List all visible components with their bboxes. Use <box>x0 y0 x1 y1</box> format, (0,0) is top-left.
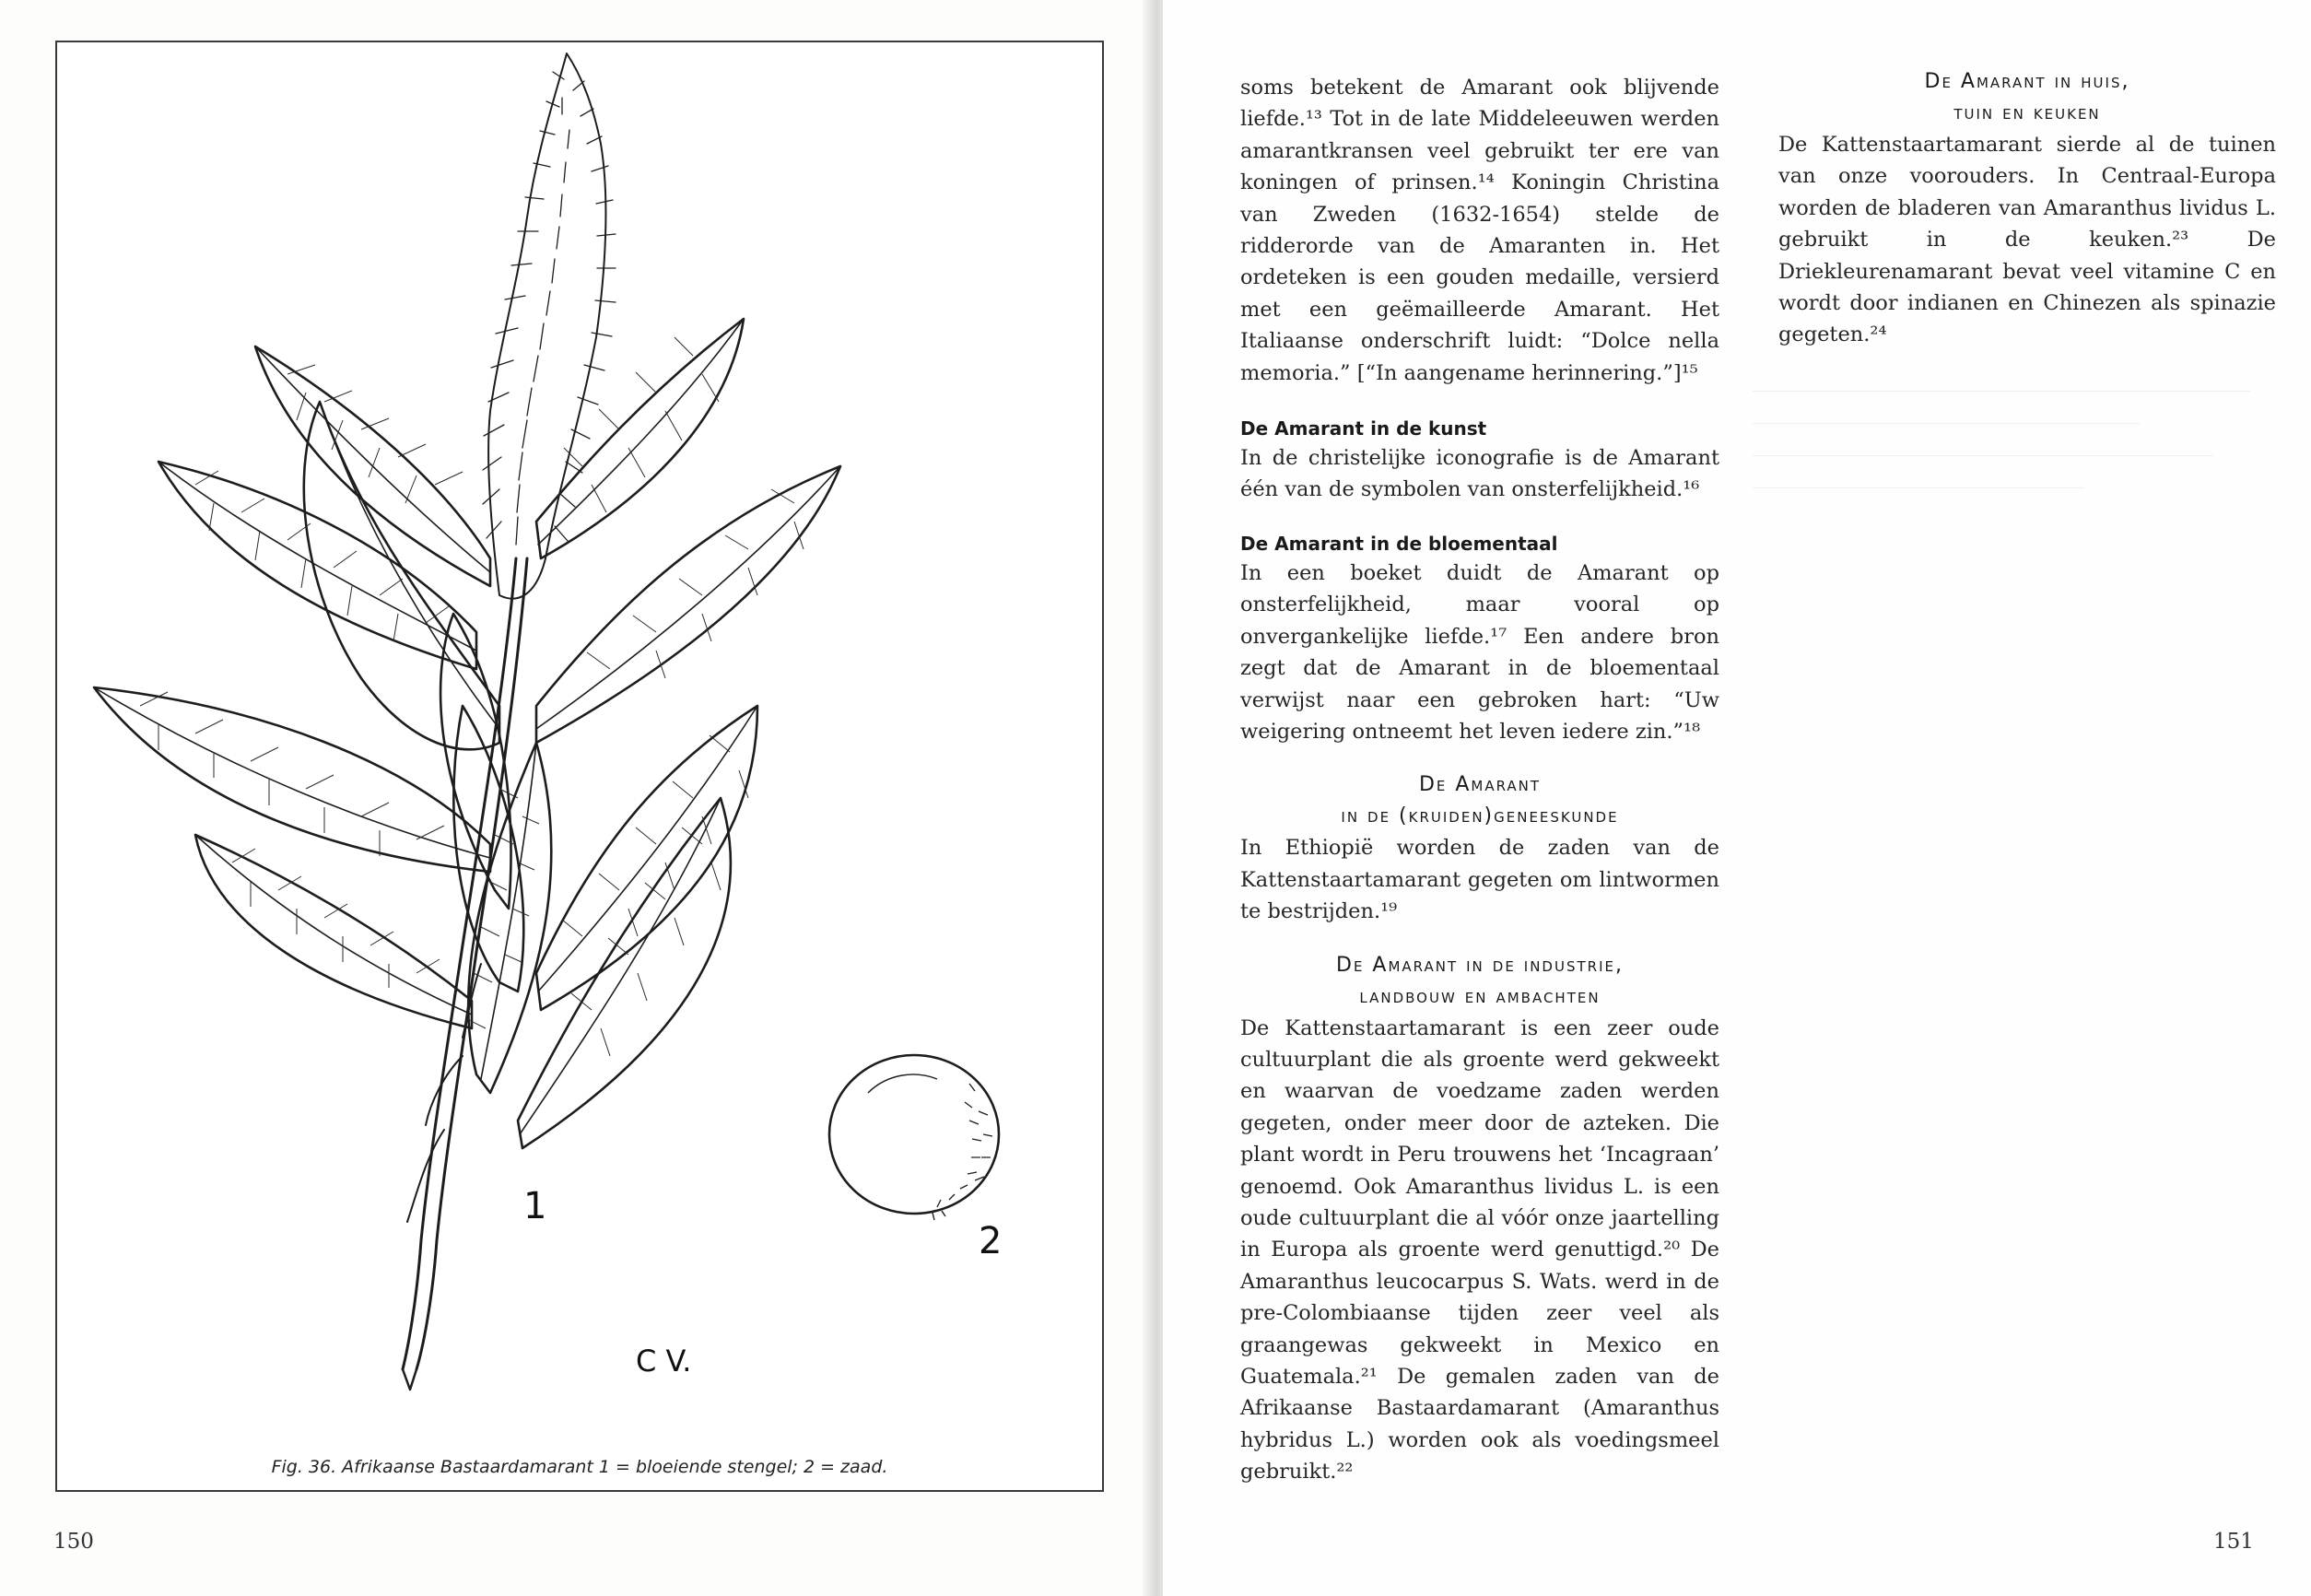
leaf <box>518 798 731 1148</box>
page-number-right: 151 <box>2213 1530 2254 1554</box>
paragraph-intro: soms betekent de Amarant ook blijvende liefde.¹³ Tot in de late Middeleeuwen werden amarantkransen veel gebruikt ter ere van koningen of prinsen.¹⁴ Koningin Christina van Zweden (1632-1654) stelde de ridderorde van de Amaranten in. Het ordeteken is een gouden medaille, versierd met een geëmailleerde Amarant. Het Italiaanse onderschrift luidt: “Dolce nella memoria.” [“In aangename herinnering.”]¹⁵ <box>1240 76 1719 385</box>
leaf <box>536 706 757 1010</box>
show-through-text <box>1753 359 2250 488</box>
seed <box>829 1055 999 1214</box>
figure-label-1: 1 <box>523 1185 547 1227</box>
right-page <box>1163 0 2311 1596</box>
heading-industrie <box>1240 950 1719 1013</box>
heading-industrie-line-1: De Amarant in de industrie, <box>1336 953 1624 977</box>
paragraph-bloementaal: In een boeket duidt de Amarant op onsterfelijkheid, maar vooral op onvergankelijke liefde.¹⁷ Een andere bron zegt dat de Amarant in de bloementaal verwijst naar een gebroken hart: “Uw weigering ontneemt het leven iedere zin.”¹⁸ <box>1240 560 1719 744</box>
text-column-left <box>1240 72 1719 1488</box>
paragraph-huis-tuin-keuken: De Kattenstaartamarant sierde al de tuinen van onze voorouders. In Centraal-Europa worden de bladeren van Amaranthus lividus L. gebruikt in de keuken.²³ De Driekleurenamarant bevat veel vitamine C en wordt door indianen en Chinezen als spinazie gegeten.²⁴ <box>1778 133 2276 347</box>
heading-huis-line-1: De Amarant in huis, <box>1924 70 2130 93</box>
text-column-right <box>1778 66 2276 351</box>
main-stem <box>403 558 516 1369</box>
paragraph-industrie: De Kattenstaartamarant is een zeer oude cultuurplant die als groente werd gekweekt en waarvan de voedzame zaden werden gegeten, onder meer door de azteken. Die plant wordt in Peru trouwens het ‘Incagraan’ genoemd. Ook Amaranthus lividus L. is een oude cultuurplant die al vóór onze jaartelling in Europa als groente werd genuttigd.²⁰ De Amaranthus leucocarpus S. Wats. werd in de pre-Colombiaanse tijden zeer veel als graangewas gekweekt in Mexico en Guatemala.²¹ De gemalen zaden van de Afrikaanse Bastaardamarant (Amaranthus hybridus L.) worden ook als voedingsmeel gebruikt.²² <box>1240 1015 1719 1485</box>
heading-industrie-line-2: landbouw en ambachten <box>1359 984 1601 1008</box>
figure-frame <box>55 41 1104 1492</box>
heading-geneeskunde-line-1: De Amarant <box>1418 773 1542 797</box>
figure-label-2: 2 <box>979 1220 1003 1262</box>
heading-bloementaal: De Amarant in de bloementaal <box>1240 532 1558 555</box>
leaf <box>536 466 840 743</box>
heading-huis-tuin-keuken <box>1778 66 2276 129</box>
heading-huis-line-2: tuin en keuken <box>1953 101 2101 124</box>
leaf <box>94 687 490 872</box>
illustrator-signature: C V. <box>636 1344 692 1379</box>
amaranth-illustration <box>57 42 1102 1490</box>
figure-caption: Fig. 36. Afrikaanse Bastaardamarant 1 = bloeiende stengel; 2 = zaad. <box>271 1457 888 1477</box>
leaf <box>536 319 744 558</box>
left-page <box>0 0 1152 1596</box>
paragraph-geneeskunde: In Ethiopië worden de zaden van de Kattenstaartamarant gegeten om lintwormen te bestrijden.¹⁹ <box>1240 836 1719 924</box>
heading-geneeskunde <box>1240 769 1719 832</box>
flower-spike <box>488 53 605 599</box>
heading-kunst: De Amarant in de kunst <box>1240 417 1487 440</box>
heading-geneeskunde-line-2: in de (kruiden)geneeskunde <box>1341 804 1619 828</box>
paragraph-kunst: In de christelijke iconografie is de Amarant één van de symbolen van onsterfelijkheid.¹⁶ <box>1240 446 1719 502</box>
page-number-left: 150 <box>53 1530 94 1554</box>
